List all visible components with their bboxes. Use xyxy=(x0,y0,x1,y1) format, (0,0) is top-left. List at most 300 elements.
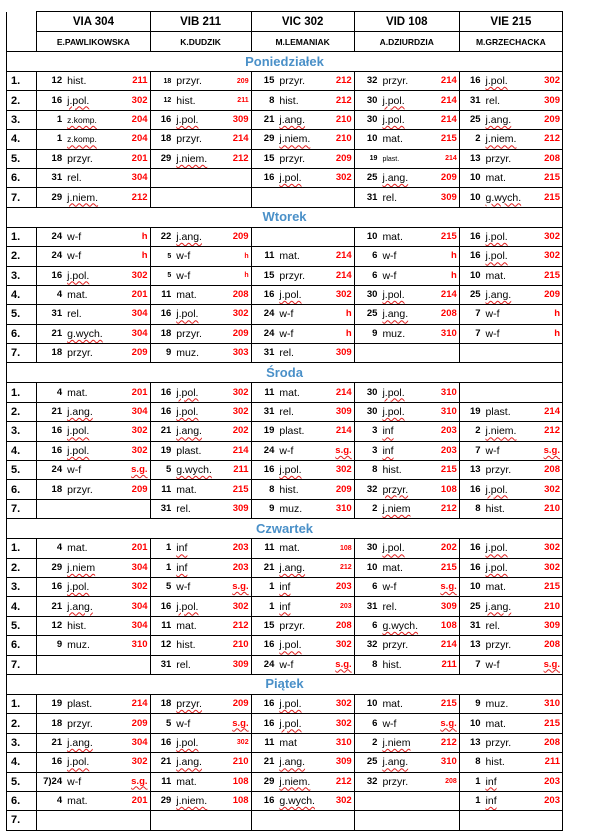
lesson-number: 6. xyxy=(7,791,37,810)
subject xyxy=(65,655,122,674)
student-count xyxy=(459,753,483,772)
room-number-text: 208 xyxy=(440,308,457,320)
subject xyxy=(484,791,539,810)
room-number xyxy=(122,72,150,91)
subject xyxy=(380,168,433,187)
room-number xyxy=(433,558,459,577)
student-count-text: 16 xyxy=(51,756,63,768)
student-count-text: 16 xyxy=(469,542,481,554)
room-number-text: 203 xyxy=(544,775,560,787)
student-count xyxy=(354,636,380,655)
student-count-text: 29 xyxy=(160,152,172,164)
room-number-text: 214 xyxy=(440,75,457,87)
subject-text: hist. xyxy=(176,639,196,652)
subject xyxy=(65,168,122,187)
lesson-number: 3. xyxy=(7,110,37,129)
room-number xyxy=(227,149,251,168)
room-number-text: 209 xyxy=(232,698,249,710)
student-count xyxy=(354,655,380,674)
subject xyxy=(174,285,227,304)
student-count-text: 16 xyxy=(51,425,63,437)
student-count-text: 19 xyxy=(469,406,481,418)
student-count-text: 31 xyxy=(263,347,275,359)
student-count xyxy=(150,266,174,285)
subject-text: w-f xyxy=(176,717,191,730)
student-count xyxy=(37,72,65,91)
subject-text: hist. xyxy=(67,619,87,632)
room-number xyxy=(122,402,150,421)
subject-text: j.ang. xyxy=(485,600,512,613)
lesson-row xyxy=(7,499,563,518)
room-number xyxy=(538,305,562,324)
student-count-text: 11 xyxy=(161,289,172,301)
room-number-text: 215 xyxy=(440,464,457,476)
student-count xyxy=(37,772,65,791)
student-count xyxy=(150,344,174,363)
subject xyxy=(277,714,328,733)
room-number-text: 304 xyxy=(131,619,148,631)
subject-text: muz. xyxy=(382,327,406,340)
room-number xyxy=(538,772,562,791)
subject xyxy=(380,441,433,460)
student-count xyxy=(459,402,483,421)
student-count xyxy=(251,72,277,91)
subject xyxy=(277,227,328,246)
student-count xyxy=(251,714,277,733)
room-number-text: 302 xyxy=(544,483,560,495)
student-count xyxy=(37,577,65,596)
student-count-text: 4 xyxy=(56,542,63,554)
student-count xyxy=(37,597,65,616)
student-count-text: 10 xyxy=(366,230,378,242)
room-number xyxy=(433,714,459,733)
subject xyxy=(380,247,433,266)
lesson-number: 3. xyxy=(7,577,37,596)
room-number xyxy=(538,324,562,343)
room-number xyxy=(122,694,150,713)
subject-text: j.pol. xyxy=(279,289,302,302)
subject xyxy=(277,558,328,577)
student-count-text: 12 xyxy=(163,97,172,105)
room-number xyxy=(328,266,354,285)
subject-text: j.pol. xyxy=(485,483,508,496)
room-number-text: 108 xyxy=(232,795,249,807)
room-number xyxy=(227,480,251,499)
subject-text: w-f xyxy=(485,327,500,340)
student-count-text: 19 xyxy=(263,425,275,437)
subject xyxy=(380,285,433,304)
student-count xyxy=(251,577,277,596)
room-number-text: 208 xyxy=(232,289,249,301)
lesson-number: 5. xyxy=(7,149,37,168)
room-number-text: h xyxy=(141,230,148,242)
room-number-text: s.g. xyxy=(131,464,148,476)
student-count-text: 19 xyxy=(369,155,378,163)
subject xyxy=(484,811,539,830)
student-count-text: 21 xyxy=(160,425,172,437)
student-count xyxy=(251,791,277,810)
room-number-text: 309 xyxy=(544,619,560,631)
subject-text: inf xyxy=(279,581,291,594)
subject xyxy=(380,558,433,577)
room-number-text: 209 xyxy=(232,327,249,339)
student-count xyxy=(354,168,380,187)
subject xyxy=(174,383,227,402)
subject xyxy=(277,110,328,129)
room-number xyxy=(433,305,459,324)
student-count xyxy=(37,422,65,441)
subject-text: hist. xyxy=(485,503,505,515)
lesson-number: 5. xyxy=(7,461,37,480)
subject xyxy=(484,772,539,791)
lesson-row xyxy=(7,188,563,207)
student-count-text: 9 xyxy=(475,698,481,710)
subject xyxy=(174,616,227,635)
student-count-text: 16 xyxy=(160,600,172,612)
room-number-text: s.g. xyxy=(232,581,249,593)
student-count-text: 1 xyxy=(165,561,172,573)
student-count-text: 15 xyxy=(263,619,275,631)
subject xyxy=(65,402,122,421)
room-number xyxy=(328,694,354,713)
room-number-text: s.g. xyxy=(543,658,560,670)
room-number xyxy=(538,461,562,480)
room-number-text: 209 xyxy=(232,230,249,242)
subject xyxy=(277,694,328,713)
subject-text: rel. xyxy=(67,308,82,321)
student-count xyxy=(37,441,65,460)
subject xyxy=(277,577,328,596)
student-count xyxy=(150,324,174,343)
room-number xyxy=(433,616,459,635)
subject xyxy=(484,168,539,187)
student-count xyxy=(150,694,174,713)
lesson-number: 2. xyxy=(7,714,37,733)
day-header-row xyxy=(7,52,563,72)
corner-cell xyxy=(7,12,37,32)
subject-text: muz. xyxy=(279,503,303,515)
room-number-text: 214 xyxy=(440,94,457,106)
subject-text: przyr. xyxy=(176,327,202,340)
student-count xyxy=(150,714,174,733)
room-number-text: 215 xyxy=(440,230,457,242)
student-count xyxy=(150,91,174,110)
room-number xyxy=(538,753,562,772)
room-number-text: 212 xyxy=(544,133,560,145)
subject xyxy=(484,188,539,207)
student-count xyxy=(37,811,65,830)
subject xyxy=(65,130,122,149)
subject-text: w-f xyxy=(382,269,397,282)
student-count-text: 6 xyxy=(372,250,378,262)
room-number xyxy=(122,130,150,149)
subject-text: rel. xyxy=(485,94,501,107)
room-number xyxy=(328,305,354,324)
subject xyxy=(65,616,122,635)
room-number xyxy=(122,480,150,499)
student-count xyxy=(459,577,483,596)
day-name: Czwartek xyxy=(7,519,563,539)
student-count xyxy=(459,714,483,733)
student-count-text: 16 xyxy=(469,230,481,242)
subject-text: j.pol. xyxy=(176,600,199,613)
student-count-text: 15 xyxy=(263,152,275,164)
student-count-text: 16 xyxy=(160,386,172,398)
student-count-text: 31 xyxy=(469,94,481,106)
subject-text: rel. xyxy=(67,172,82,185)
student-count-text: 11 xyxy=(264,386,275,398)
subject-text: plast. xyxy=(279,425,305,438)
room-number-text: 310 xyxy=(440,386,457,398)
student-count-text: 16 xyxy=(469,561,481,573)
room-number xyxy=(538,168,562,187)
student-count xyxy=(37,714,65,733)
student-count-text: 11 xyxy=(161,619,172,631)
subject xyxy=(380,72,433,91)
student-count xyxy=(37,636,65,655)
subject xyxy=(380,791,433,810)
room-number xyxy=(328,733,354,752)
room-number xyxy=(227,791,251,810)
student-count-text: 16 xyxy=(263,717,275,729)
subject-text: rel. xyxy=(279,347,294,360)
student-count-text: 7 xyxy=(475,308,481,320)
room-number-text: 215 xyxy=(544,717,560,729)
subject-text: w-f xyxy=(176,269,191,282)
student-count-text: 24 xyxy=(263,444,275,456)
lesson-row xyxy=(7,791,563,810)
timetable xyxy=(6,11,563,831)
student-count-text: 1 xyxy=(475,775,481,787)
room-number xyxy=(122,577,150,596)
student-count-text: 32 xyxy=(366,483,378,495)
subject xyxy=(380,149,433,168)
subject xyxy=(65,441,122,460)
subject-text: mat. xyxy=(382,698,403,711)
student-count-text: 12 xyxy=(51,619,63,631)
student-count xyxy=(37,130,65,149)
teacher-header-row xyxy=(7,32,563,52)
subject-text: j.pol. xyxy=(485,75,508,88)
subject-text: j.pol. xyxy=(279,464,302,477)
student-count-text: 16 xyxy=(263,639,275,651)
student-count-text: 5 xyxy=(165,464,172,476)
room-number xyxy=(227,499,251,518)
student-count-text: 31 xyxy=(51,308,63,320)
subject xyxy=(277,149,328,168)
subject-text: j.niem. xyxy=(485,425,517,438)
student-count xyxy=(150,110,174,129)
subject xyxy=(484,266,539,285)
student-count-text: 24 xyxy=(51,230,63,242)
room-number xyxy=(538,616,562,635)
room-number xyxy=(227,344,251,363)
room-number xyxy=(122,91,150,110)
subject-text: j.pol. xyxy=(382,542,405,555)
subject-text: inf xyxy=(485,775,497,788)
student-count-text: 6 xyxy=(372,269,378,281)
room-number-text: s.g. xyxy=(335,444,352,456)
student-count xyxy=(354,733,380,752)
student-count xyxy=(354,422,380,441)
room-number xyxy=(433,344,459,363)
student-count xyxy=(37,480,65,499)
lesson-number: 3. xyxy=(7,733,37,752)
lesson-row xyxy=(7,266,563,285)
subject-text: hist. xyxy=(382,464,402,477)
lesson-number: 4. xyxy=(7,753,37,772)
subject-text: j.pol. xyxy=(279,698,302,711)
room-number xyxy=(538,422,562,441)
room-number-text: 302 xyxy=(335,464,352,476)
room-number-text: 212 xyxy=(335,94,352,106)
student-count xyxy=(251,753,277,772)
room-number xyxy=(227,188,251,207)
teacher-name: M.GRZECHACKA xyxy=(459,32,562,52)
student-count xyxy=(459,480,483,499)
student-count xyxy=(150,772,174,791)
student-count-text: 7 xyxy=(475,327,481,339)
room-number-text: 214 xyxy=(335,250,352,262)
room-number-text: 302 xyxy=(131,581,148,593)
room-number xyxy=(328,344,354,363)
student-count-text: 11 xyxy=(161,775,172,787)
student-count xyxy=(459,694,483,713)
subject-text: przyr. xyxy=(382,639,409,652)
subject-text: j.ang. xyxy=(67,600,93,613)
subject xyxy=(174,168,227,187)
room-number xyxy=(433,597,459,616)
subject xyxy=(174,402,227,421)
subject-text: j.niem. xyxy=(279,133,311,146)
student-count xyxy=(251,499,277,518)
room-number-text: 214 xyxy=(335,425,352,437)
student-count xyxy=(354,539,380,558)
student-count-text: 29 xyxy=(263,775,275,787)
room-number-text: 108 xyxy=(232,775,249,787)
room-number-text: 211 xyxy=(132,75,148,87)
subject-text: mat. xyxy=(279,542,300,555)
room-number xyxy=(538,188,562,207)
subject-text: w-f xyxy=(176,250,191,263)
student-count xyxy=(251,558,277,577)
subject xyxy=(380,266,433,285)
student-count-text: 30 xyxy=(366,386,378,398)
subject xyxy=(174,636,227,655)
student-count-text: 31 xyxy=(366,600,378,612)
subject-text: j.pol. xyxy=(382,94,405,107)
room-number xyxy=(538,383,562,402)
student-count xyxy=(459,655,483,674)
student-count-text: 9 xyxy=(165,347,172,359)
subject-text: g.wych. xyxy=(67,327,103,340)
lesson-row xyxy=(7,772,563,791)
subject xyxy=(484,636,539,655)
room-number xyxy=(433,383,459,402)
subject xyxy=(174,499,227,518)
student-count-text: 19 xyxy=(51,698,63,710)
subject xyxy=(65,694,122,713)
student-count xyxy=(150,285,174,304)
room-number xyxy=(328,811,354,830)
subject xyxy=(277,285,328,304)
room-number-text: 304 xyxy=(131,327,148,339)
subject xyxy=(277,772,328,791)
student-count xyxy=(37,324,65,343)
subject xyxy=(380,461,433,480)
room-number xyxy=(227,597,251,616)
student-count xyxy=(150,733,174,752)
subject-text: przyr. xyxy=(485,464,512,477)
student-count xyxy=(459,383,483,402)
subject xyxy=(380,499,433,518)
student-count xyxy=(37,91,65,110)
student-count xyxy=(150,305,174,324)
room-number-text: 310 xyxy=(440,756,457,768)
room-number-text: 202 xyxy=(440,542,457,554)
student-count xyxy=(37,383,65,402)
subject xyxy=(277,636,328,655)
student-count xyxy=(354,285,380,304)
student-count xyxy=(150,402,174,421)
student-count xyxy=(459,266,483,285)
student-count xyxy=(354,91,380,110)
student-count-text: 5 xyxy=(167,252,172,260)
room-number xyxy=(433,539,459,558)
student-count-text: 16 xyxy=(263,172,275,184)
student-count xyxy=(37,168,65,187)
subject-text: plast. xyxy=(176,444,202,457)
subject-text: hist. xyxy=(485,756,505,769)
subject xyxy=(277,616,328,635)
student-count-text: 18 xyxy=(160,133,172,145)
subject-text: j.ang. xyxy=(382,172,409,185)
subject-text: j.pol. xyxy=(485,230,508,243)
room-number xyxy=(122,558,150,577)
room-number-text: h xyxy=(141,250,148,262)
subject-text: mat. xyxy=(176,289,197,302)
lesson-number: 6. xyxy=(7,636,37,655)
student-count-text: 10 xyxy=(366,133,378,145)
student-count-text: 11 xyxy=(264,736,275,748)
room-number xyxy=(433,324,459,343)
student-count xyxy=(37,149,65,168)
room-number xyxy=(328,539,354,558)
room-number xyxy=(538,577,562,596)
room-number xyxy=(328,91,354,110)
room-number-text: 302 xyxy=(335,717,352,729)
subject xyxy=(174,72,227,91)
student-count xyxy=(354,694,380,713)
subject xyxy=(484,461,539,480)
room-number-text: 211 xyxy=(237,97,249,105)
student-count-text: 11 xyxy=(264,542,275,554)
teacher-name: E.PAWLIKOWSKA xyxy=(37,32,150,52)
room-number xyxy=(122,597,150,616)
subject xyxy=(65,247,122,266)
subject xyxy=(380,811,433,830)
room-number xyxy=(328,422,354,441)
day-name: Wtorek xyxy=(7,207,563,227)
student-count xyxy=(459,558,483,577)
subject-text: j.pol. xyxy=(382,406,405,419)
subject xyxy=(174,753,227,772)
subject-text: hist. xyxy=(279,94,299,107)
room-number-text: 212 xyxy=(335,75,352,87)
subject xyxy=(484,72,539,91)
student-count-text: 5 xyxy=(165,581,172,593)
subject xyxy=(380,616,433,635)
